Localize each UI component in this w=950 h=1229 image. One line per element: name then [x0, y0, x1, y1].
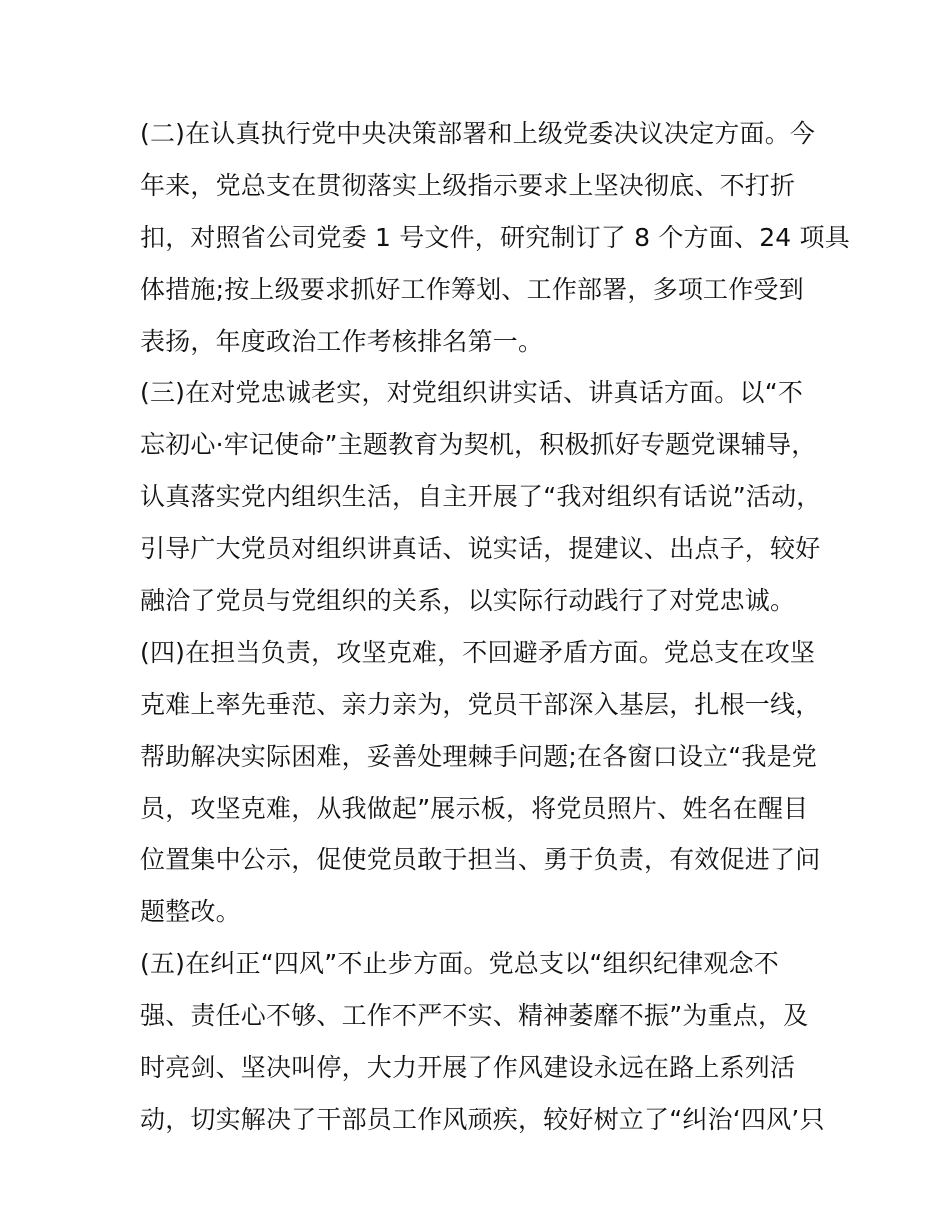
text-line: 动，切实解决了干部员工作风顽疾，较好树立了“纠治‘四风’只 — [140, 1104, 825, 1134]
text-line: 克难上率先垂范、亲力亲为，党员干部深入基层，扎根一线， — [140, 689, 821, 719]
text-line: 员，攻坚克难，从我做起”展示板，将党员照片、姓名在醒目 — [140, 793, 809, 823]
body-text — [140, 108, 850, 1146]
text-line: 忘初心·牢记使命”主题教育为契机，积极抓好专题党课辅导， — [140, 430, 817, 460]
text-line: (四)在担当负责，攻坚克难，不回避矛盾方面。党总支在攻坚 — [140, 637, 816, 667]
text-line: 强、责任心不够、工作不严不实、精神萎靡不振”为重点，及 — [140, 1001, 809, 1031]
text-line: 扣，对照省公司党委 1 号文件，研究制订了 8 个方面、24 项具 — [140, 222, 850, 252]
text-line: 体措施;按上级要求抓好工作筹划、工作部署，多项工作受到 — [140, 274, 804, 304]
text-line: 表扬，年度政治工作考核排名第一。 — [140, 326, 544, 356]
text-line: (五)在纠正“四风”不止步方面。党总支以“组织纪律观念不 — [140, 949, 779, 979]
text-line: (二)在认真执行党中央决策部署和上级党委决议决定方面。今 — [140, 119, 816, 148]
text-line: 融洽了党员与党组织的关系，以实际行动践行了对党忠诚。 — [140, 586, 796, 616]
text-line: 引导广大党员对组织讲真话、说实话，提建议、出点子，较好 — [140, 534, 821, 564]
text-line: 时亮剑、坚决叫停，大力开展了作风建设永远在路上系列活 — [140, 1053, 796, 1083]
text-line: 位置集中公示，促使党员敢于担当、勇于负责，有效促进了问 — [140, 845, 821, 875]
text-line: 题整改。 — [140, 897, 241, 927]
text-line: 认真落实党内组织生活，自主开展了“我对组织有话说”活动， — [140, 482, 822, 512]
text-line: 帮助解决实际困难，妥善处理棘手问题;在各窗口设立“我是党 — [140, 741, 817, 771]
text-line: 年来，党总支在贯彻落实上级指示要求上坚决彻底、不打折 — [140, 170, 796, 200]
text-line: (三)在对党忠诚老实，对党组织讲实话、讲真话方面。以“不 — [140, 378, 804, 408]
